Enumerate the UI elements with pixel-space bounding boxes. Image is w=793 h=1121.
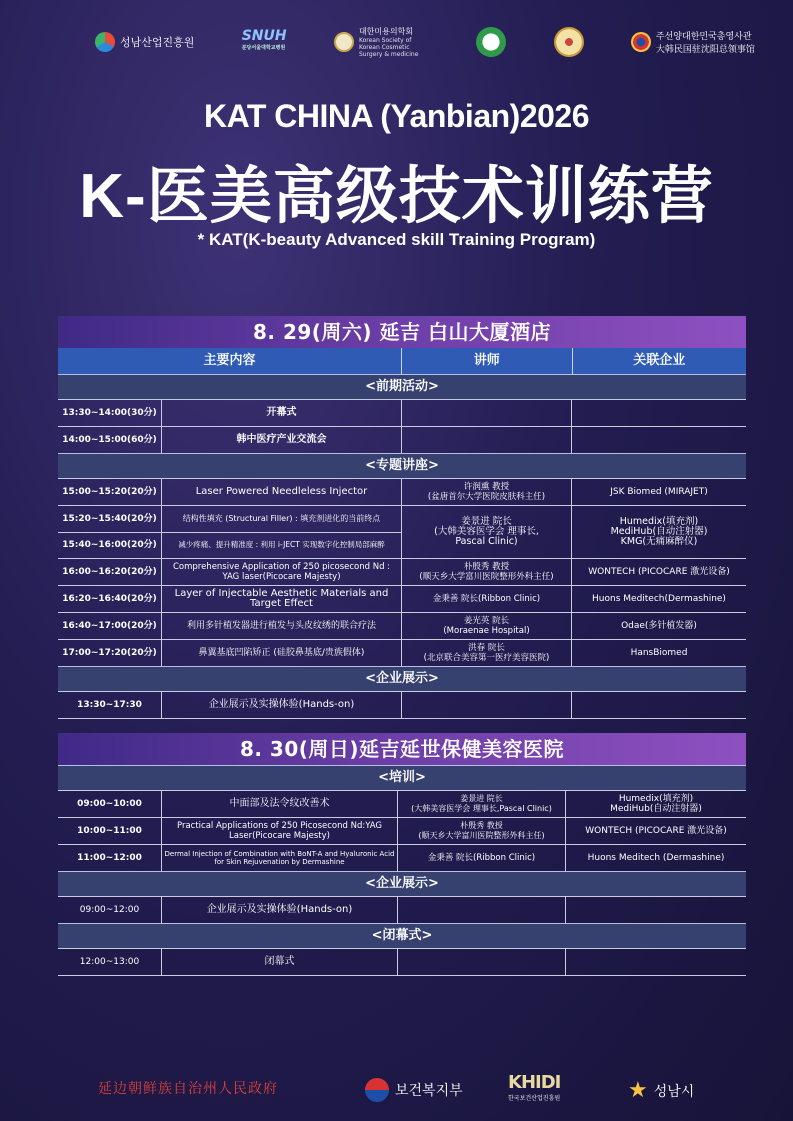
event-title: KAT CHINA (Yanbian)2026	[203, 98, 589, 134]
korea-emblem-icon	[631, 32, 651, 52]
section-pre-activities: <前期活动>	[58, 374, 746, 399]
event-subtitle: * KAT(K-beauty Advanced skill Training Program)	[197, 230, 596, 249]
swirl-logo-icon	[95, 32, 115, 52]
logo-seongnam-industry: 성남산업진흥원	[95, 32, 194, 52]
day2-header: 8. 30(周日)延吉延世保健美容医院	[58, 733, 746, 765]
section-training: <培训>	[58, 765, 746, 790]
star-logo-icon: ★	[628, 1078, 648, 1103]
table-row: 13:30~14:00(30分) 开幕式	[58, 399, 746, 426]
table-row: 17:00~17:20(20分) 鼻翼基底凹陷矫正 (硅胶鼻基底/贵族假体) 洪春 院长 (北京联合美容第一医疗美容医院) HansBiomed	[58, 639, 746, 666]
section-lectures: <专题讲座>	[58, 453, 746, 478]
table-row: 12:00~13:00 闭幕式	[58, 948, 746, 976]
footer-logos	[0, 1072, 793, 1108]
column-headers	[58, 348, 746, 374]
logo-snuh: SNUH 분당서울대학교병원	[241, 28, 287, 51]
col-company: 关联企业	[633, 353, 686, 368]
footer-mohw: 보건복지부	[365, 1078, 463, 1102]
section-exhibition: <企业展示>	[58, 666, 746, 691]
table-row: 15:00~15:20(20分) Laser Powered Needleless Injector 许润熏 教授 (盆唐首尔大学医院皮肤科主任) JSK Biomed (MIRAJET)	[58, 478, 746, 505]
table-row: 16:40~17:00(20分) 利用多针植发器进行植发与头皮纹绣的联合疗法 姜光英 院长 (Moraenae Hospital) Odae(多针植发器)	[58, 612, 746, 639]
table-row: 09:00~12:00 企业展示及实操体验(Hands-on)	[58, 896, 746, 923]
gold-cross-emblem-icon	[554, 27, 584, 57]
table-row: 16:00~16:20(20分) Comprehensive Application of 250 picosecond Nd : YAG laser(Picocare Majesty) 朴殷秀 教授 (顺天乡大学富川医院整形外科主任) WONTECH (PICOCARE 激光设备)	[58, 558, 746, 585]
table-row-group: 15:20~15:40(20分) 结构性填充 (Structural Filler) : 填充剂进化的当前终点 15:40~16:00(20分) 减少疼痛、提升精准度 : 利用 i-JECT 实现数字化控制局部麻醉 姜景进 院长 (大韩美容医学会 理事长, Pascal Clinic) Humedix(填充剂) MediHub(自动注射器) KMG(无痛麻醉仪)	[58, 505, 746, 558]
section-exhibition: <企业展示>	[58, 871, 746, 896]
table-row: 10:00~11:00 Practical Applications of 250 Picosecond Nd:YAG Laser(Picocare Majesty) 朴殷秀 教授 (顺天乡大学富川医院整形外科主任) WONTECH (PICOCARE 激光设备)	[58, 817, 746, 844]
footer-yanbian-gov: 延边朝鲜族自治州人民政府	[98, 1081, 278, 1097]
day2-schedule	[58, 733, 746, 976]
logo-consulate: 주선양대한민국총영사관 大韩民国驻沈阳总领事馆	[631, 29, 755, 55]
col-content: 主要内容	[58, 348, 402, 374]
footer-khidi: KHIDI 한국보건산업진흥원	[508, 1072, 561, 1102]
table-row: 13:30~17:30 企业展示及实操体验(Hands-on)	[58, 691, 746, 719]
table-row: 15:20~15:40(20分) 结构性填充 (Structural Filler) : 填充剂进化的当前终点	[58, 506, 401, 532]
partner-logos	[95, 25, 755, 59]
event-main-title: K-医美高级技术训练营	[79, 162, 714, 231]
society-emblem-icon	[334, 32, 354, 52]
table-row: 15:40~16:00(20分) 减少疼痛、提升精准度 : 利用 i-JECT 实现数字化控制局部麻醉	[58, 532, 401, 559]
table-row: 14:00~15:00(60分) 韩中医疗产业交流会	[58, 426, 746, 453]
logo-green-emblem	[476, 27, 506, 57]
footer-seongnam-city: ★ 성남시	[628, 1078, 695, 1103]
taegeuk-icon	[365, 1078, 389, 1102]
logo-kscs: 대한미용의학회 Korean Society of Korean Cosmetic Surgery & medicine	[334, 26, 429, 58]
green-cross-emblem-icon	[476, 27, 506, 57]
table-row: 09:00~10:00 中面部及法令纹改善术 姜景进 院长 (大韩美容医学会 理事长,Pascal Clinic) Humedix(填充剂) MediHub(自动注射器)	[58, 790, 746, 817]
col-lecturer: 讲师	[402, 348, 573, 374]
day1-header: 8. 29(周六) 延吉 白山大厦酒店	[58, 316, 746, 348]
section-closing: <闭幕式>	[58, 923, 746, 948]
table-row: 11:00~12:00 Dermal Injection of Combination with BoNT-A and Hyaluronic Acid for Skin Rejuvenation by Dermashine 金秉善 院长(Ribbon Clinic) Huons Meditech (Dermashine)	[58, 844, 746, 871]
day1-schedule	[58, 316, 746, 719]
logo-gold-emblem	[554, 27, 584, 57]
table-row: 16:20~16:40(20分) Layer of Injectable Aesthetic Materials and Target Effect 金秉善 院长(Ribbon Clinic) Huons Meditech(Dermashine)	[58, 585, 746, 612]
